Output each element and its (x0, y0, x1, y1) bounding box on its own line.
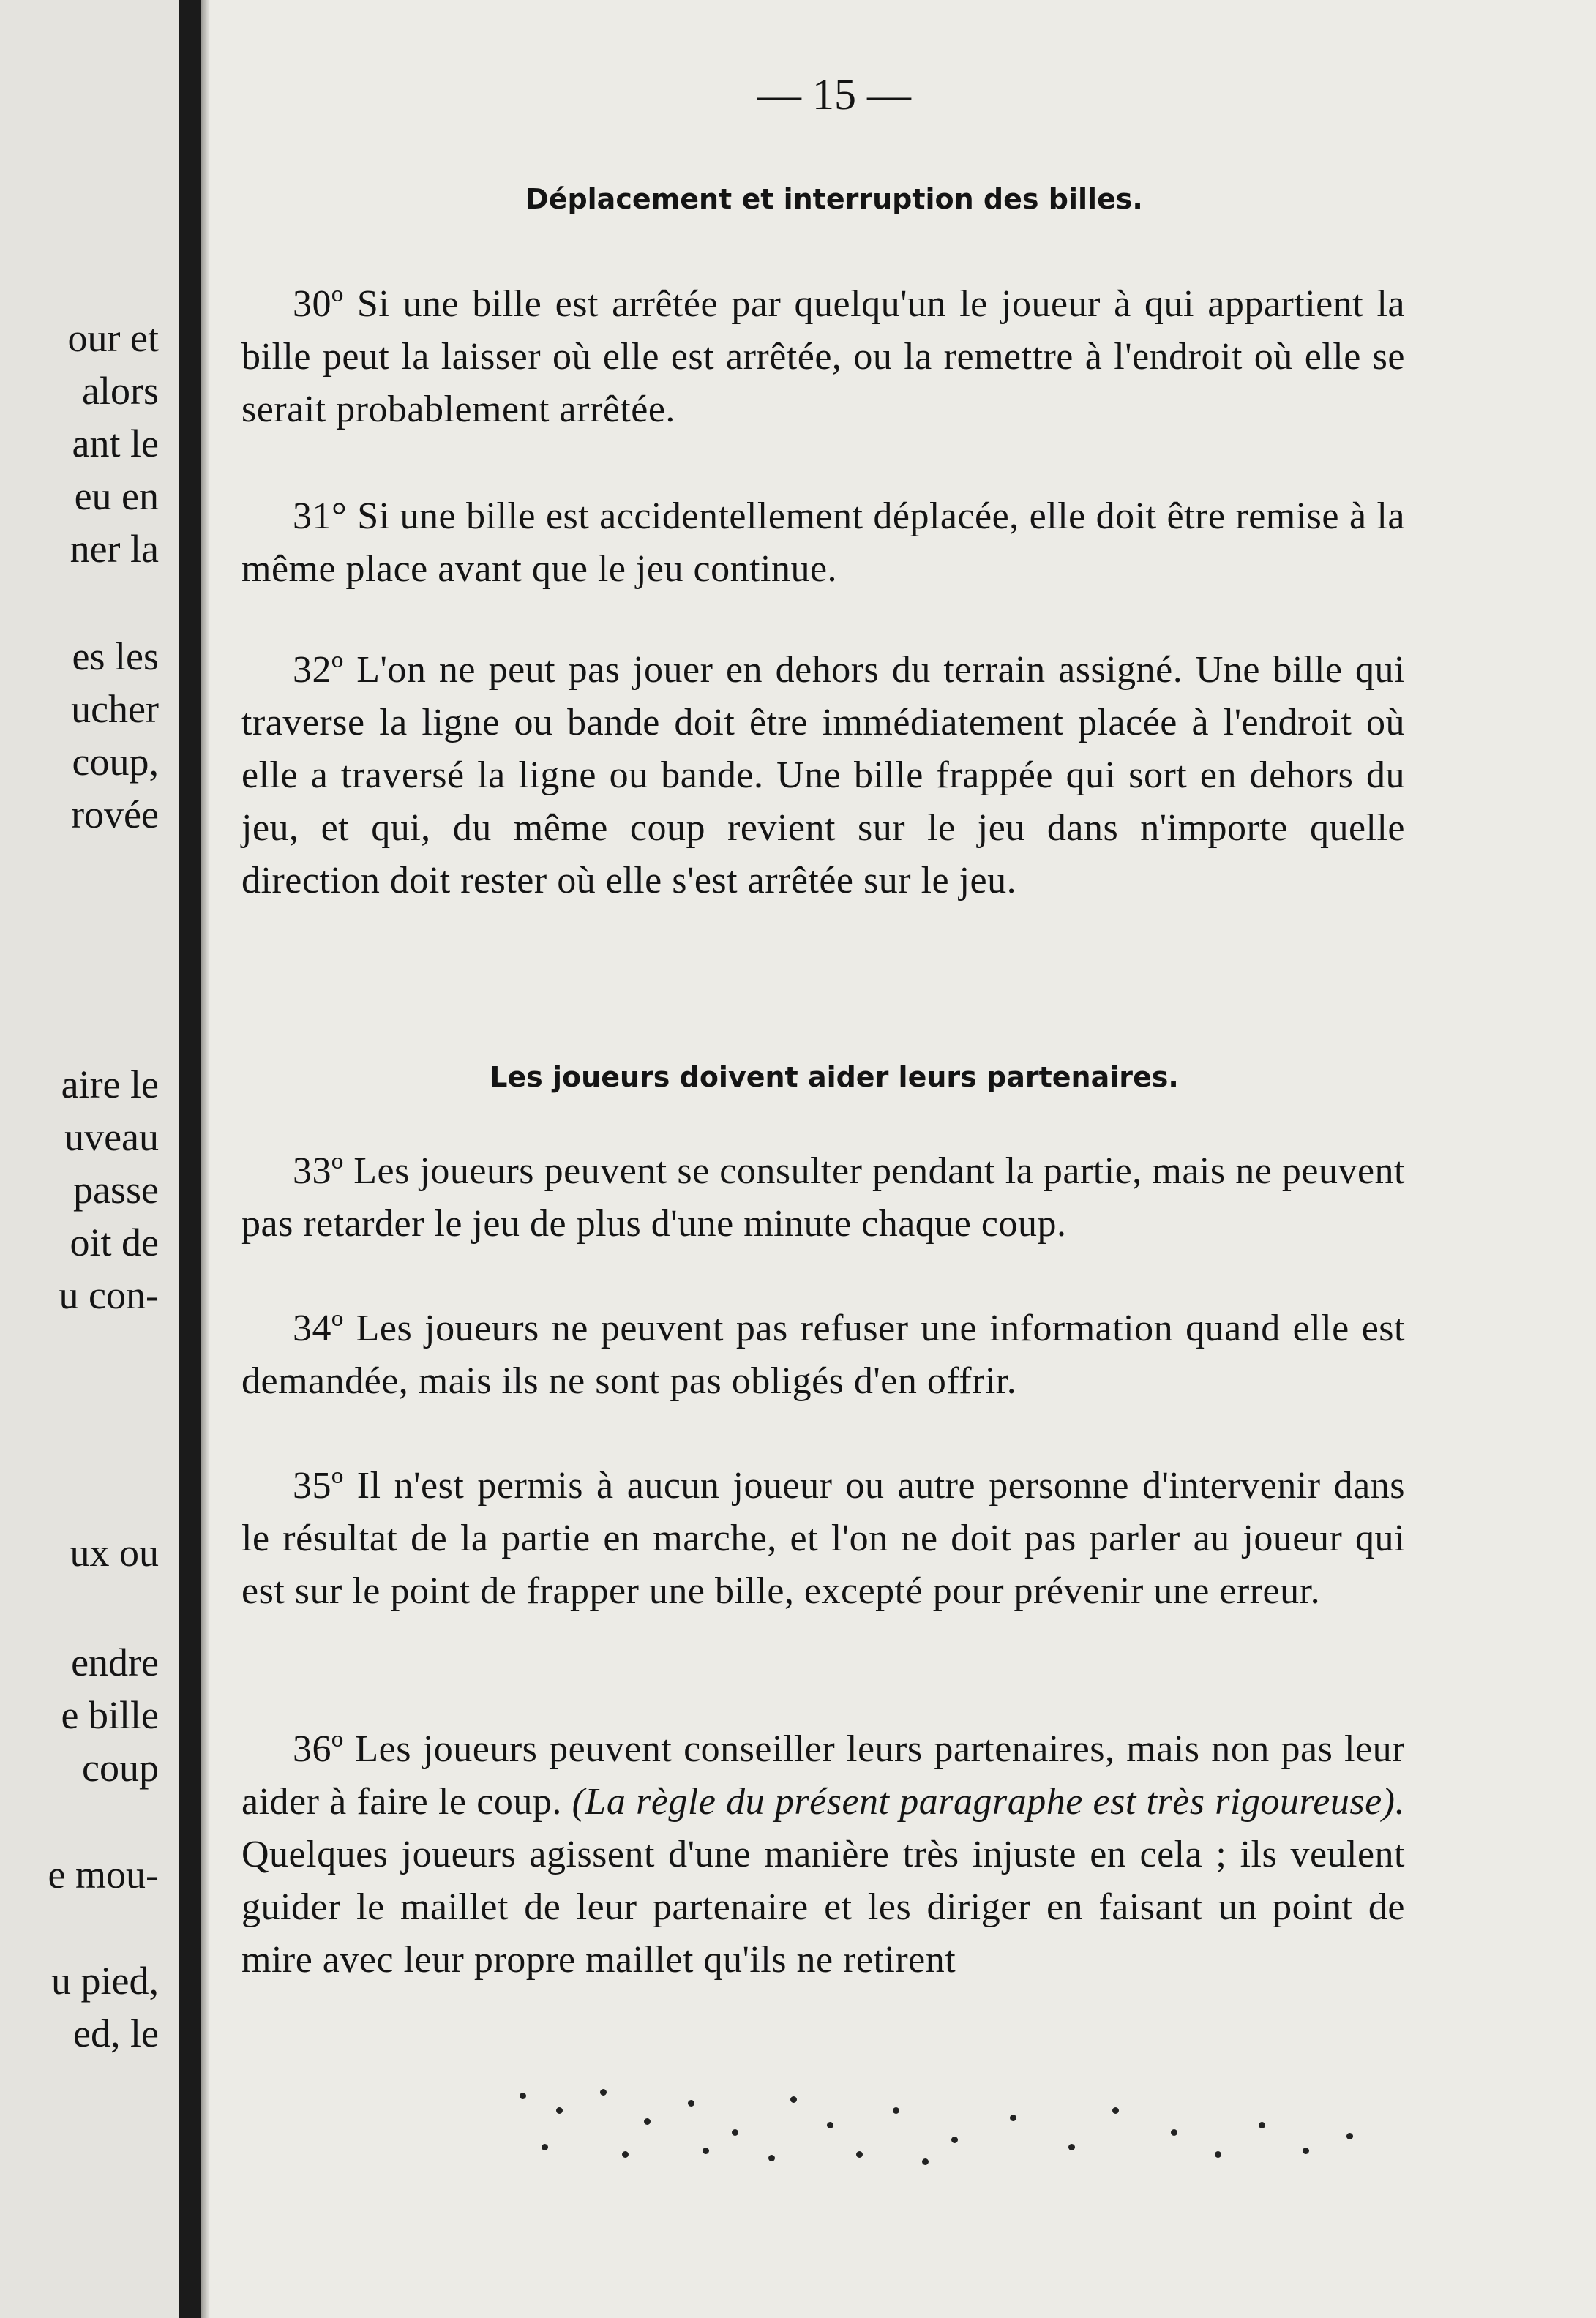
bleed-dot (556, 2107, 563, 2114)
rule-paragraph: 30º Si une bille est arrêtée par quelqu'un le joueur à qui appartient la bille peut la laisser où elle est arrêtée, ou la remettre à l'endroit où elle se serait probablement arrêtée. (241, 283, 1405, 430)
page-body (241, 0, 1427, 2318)
fragment-line: coup, (72, 740, 159, 784)
rule-paragraph-36 (241, 1723, 1405, 1987)
fragment-line: alors (82, 369, 159, 413)
bleed-dot (1171, 2129, 1177, 2136)
rule-paragraph: 31° Si une bille est accidentellement déplacée, elle doit être remise à la même place avant que le jeu continue. (241, 495, 1405, 590)
fragment-line: e bille (61, 1693, 159, 1737)
page-number: — 15 — (757, 70, 911, 119)
bleed-dot (1068, 2144, 1075, 2150)
bleed-dot (622, 2151, 629, 2158)
bleed-dot (732, 2129, 738, 2136)
bleed-dot (856, 2151, 863, 2158)
bleed-dot (600, 2089, 607, 2096)
fragment-line: ed, le (73, 2011, 159, 2055)
bleed-dot (951, 2137, 958, 2143)
rule-italic-note: (La règle du présent paragraphe est très rigoureuse). (572, 1781, 1405, 1823)
bleed-dot (768, 2155, 775, 2161)
print-bleed-dots (512, 2078, 1390, 2166)
fragment-line: rovée (71, 792, 159, 836)
fragment-line: es les (72, 634, 159, 678)
bleed-dot (1346, 2133, 1353, 2139)
bleed-dot (827, 2122, 833, 2128)
bleed-dot (520, 2093, 526, 2099)
bleed-dot (790, 2096, 797, 2103)
rule-paragraph: 35º Il n'est permis à aucun joueur ou autre personne d'intervenir dans le résultat de la partie en marche, et l'on ne doit pas parler au joueur qui est sur le point de frapper une bille, excepté pour prévenir une erreur. (241, 1465, 1405, 1612)
book-gutter (179, 0, 201, 2318)
bleed-dot (644, 2118, 651, 2125)
fragment-line: aire le (61, 1062, 159, 1106)
fragment-line: u pied, (51, 1959, 159, 2003)
fragment-line: endre (71, 1640, 159, 1684)
bleed-dot (688, 2100, 694, 2107)
fragment-line: coup (82, 1746, 159, 1790)
gutter-shadow (201, 0, 210, 2318)
bleed-dot (893, 2107, 899, 2114)
fragment-line: ant le (72, 421, 159, 465)
fragment-line: u con- (59, 1273, 159, 1317)
bleed-dot (703, 2148, 709, 2154)
bleed-dot (1259, 2122, 1265, 2128)
rule-paragraph: 33º Les joueurs peuvent se consulter pendant la partie, mais ne peuvent pas retarder le jeu de plus d'une minute chaque coup. (241, 1150, 1405, 1245)
fragment-line: oit de (70, 1220, 159, 1264)
rule-text: Quelques joueurs agissent d'une manière très injuste en cela ; ils veulent guider le maillet de leur partenaire et les diriger en faisant un point de mire avec leur propre maillet qu'ils ne retirent (241, 1834, 1405, 1981)
bleed-dot (1215, 2151, 1221, 2158)
fragment-line: uveau (64, 1115, 159, 1159)
bleed-dot (542, 2144, 548, 2150)
section-heading: Les joueurs doivent aider leurs partenaires. (490, 1061, 1179, 1093)
bleed-dot (1112, 2107, 1119, 2114)
fragment-line: ucher (71, 687, 159, 731)
section-heading: Déplacement et interruption des billes. (525, 183, 1143, 215)
bleed-dot (1303, 2148, 1309, 2154)
bleed-dot (922, 2158, 929, 2165)
fragment-line: our et (67, 316, 159, 360)
fragment-line: ux ou (70, 1531, 159, 1575)
fragment-line: ner la (70, 527, 159, 571)
fragment-line: eu en (74, 474, 159, 518)
previous-page-fragment (0, 0, 179, 2318)
rule-paragraph: 34º Les joueurs ne peuvent pas refuser une information quand elle est demandée, mais ils ne sont pas obligés d'en offrir. (241, 1308, 1405, 1402)
rule-text: 36º Les joueurs peuvent conseiller leurs partenaires, mais non pas leur aider à faire le coup. (241, 1728, 1405, 1823)
fragment-line: e mou- (48, 1853, 159, 1897)
bleed-dot (1010, 2115, 1016, 2121)
fragment-line: passe (73, 1168, 159, 1212)
rule-paragraph: 32º L'on ne peut pas jouer en dehors du terrain assigné. Une bille qui traverse la ligne ou bande doit être immédiatement placée à l'endroit où elle a traversé la ligne ou bande. Une bille frappée qui sort en dehors du jeu, et qui, du même coup revient sur le jeu dans n'importe quelle direction doit rester où elle s'est arrêtée sur le jeu. (241, 649, 1405, 901)
